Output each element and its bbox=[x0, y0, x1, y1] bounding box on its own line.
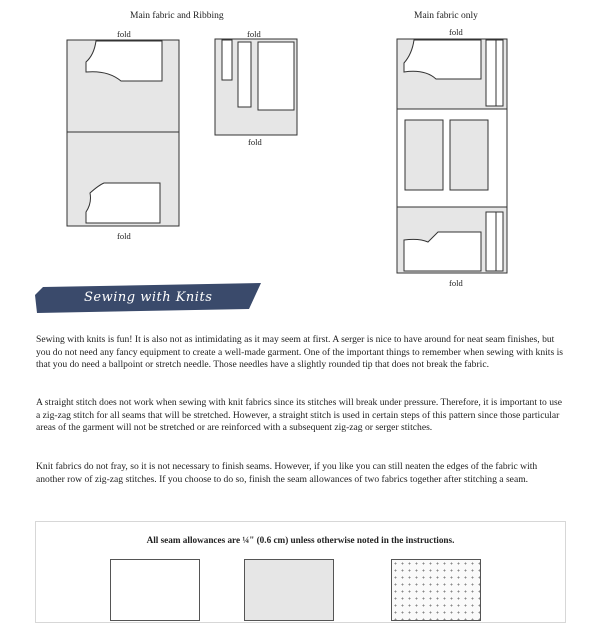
paragraph-1: Sewing with knits is fun! It is also not as intimidating as it may seem at first. A serger is nice to have around for neat seam finishes, but you do not need any fancy equipment to create a well-made garment. One of the important things to remember when sewing with knits is that you do need a ballpoint or stretch needle. Those needles have a slightly rounded tip that does not break the fabric. bbox=[36, 334, 563, 371]
swatch-dotted bbox=[391, 559, 481, 621]
ribbing-strip-1 bbox=[222, 40, 232, 80]
right-strip-top-1 bbox=[486, 40, 496, 106]
paragraph-3: Knit fabrics do not fray, so it is not necessary to finish seams. However, if you like you can still neaten the edges of the fabric with another row of zig-zag stitches. If you choose to do so, finish the seam allowances of two fabrics together after stitching a seam. bbox=[36, 461, 538, 485]
fold-label-left-top: fold bbox=[117, 29, 131, 39]
fold-label-ribbing-bottom: fold bbox=[248, 137, 262, 147]
right-strip-bottom-1 bbox=[486, 212, 496, 271]
left-layout-title: Main fabric and Ribbing bbox=[130, 11, 224, 21]
right-piece-middle-1 bbox=[405, 120, 443, 190]
fold-label-left-bottom: fold bbox=[117, 231, 131, 241]
right-strip-top-2 bbox=[496, 40, 503, 106]
fold-label-ribbing-top: fold bbox=[247, 29, 261, 39]
cutting-layout-diagram bbox=[0, 0, 600, 290]
seam-allowance-note: All seam allowances are ¼" (0.6 cm) unless otherwise noted in the instructions. bbox=[146, 535, 455, 545]
ribbing-strip-2 bbox=[238, 42, 251, 107]
ribbing-strip-3 bbox=[258, 42, 294, 110]
right-layout-title: Main fabric only bbox=[414, 11, 478, 21]
right-piece-middle-2 bbox=[450, 120, 488, 190]
section-heading: Sewing with Knits bbox=[84, 290, 213, 305]
swatch-plain bbox=[110, 559, 200, 621]
fold-label-right-bottom: fold bbox=[449, 278, 463, 288]
swatch-gray bbox=[244, 559, 334, 621]
right-strip-bottom-2 bbox=[496, 212, 503, 271]
pattern-piece-left-bottom bbox=[86, 183, 160, 223]
fold-label-right-top: fold bbox=[449, 27, 463, 37]
seam-allowance-note-box bbox=[35, 521, 566, 623]
paragraph-2: A straight stitch does not work when sewing with knit fabrics since its stitches will break under pressure. Therefore, it is important to use a zig-zag stitch for all seams that will be stretched. However, a straight stitch is used in certain steps of this pattern since those particular areas of the garment will not be stretched or are reinforced with a subsequent zig-zag or serger stitches. bbox=[36, 397, 563, 434]
